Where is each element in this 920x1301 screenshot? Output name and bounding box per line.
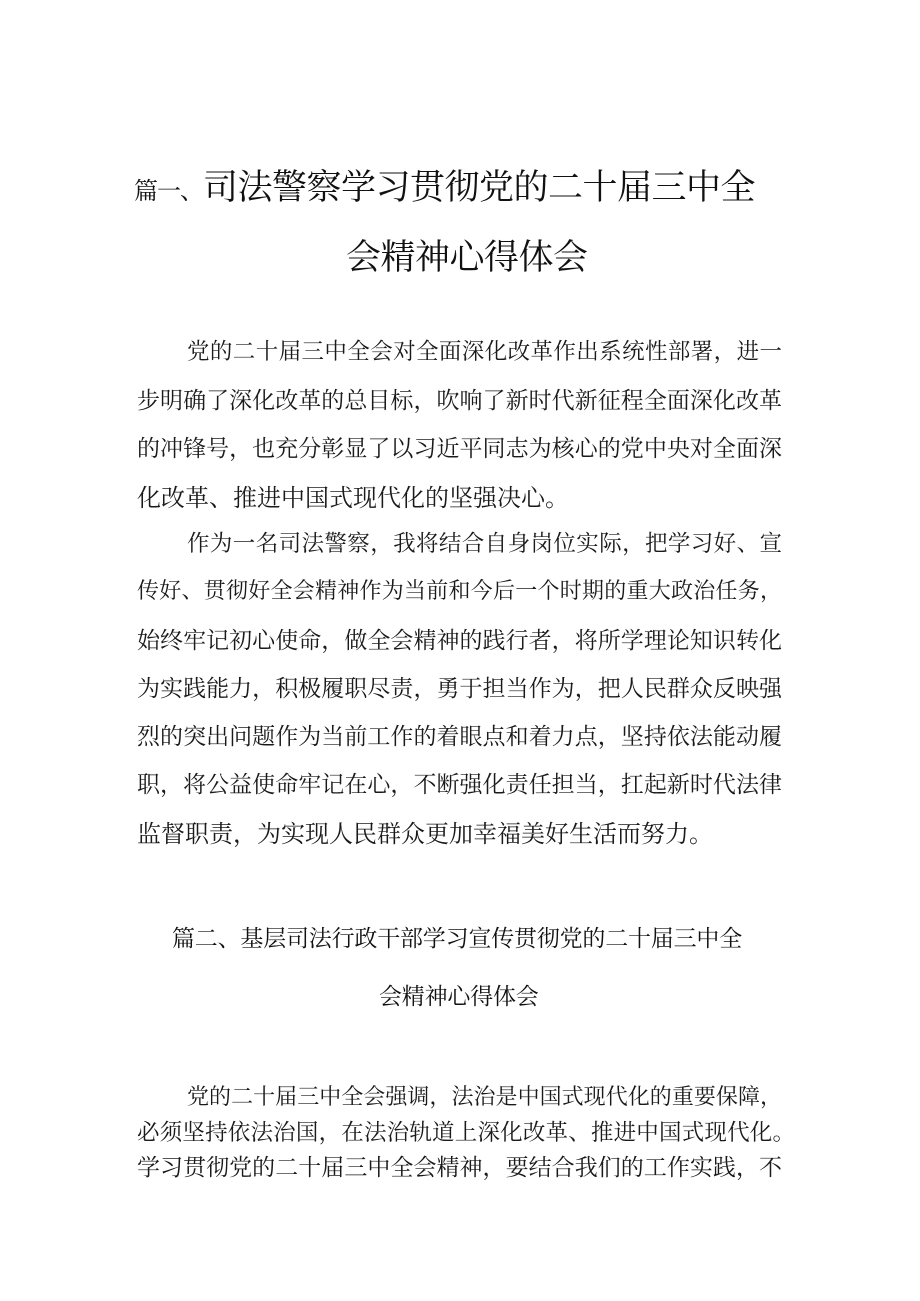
s1p2-line4: 为实践能力，积极履职尽责，勇于担当作为，把人民群众反映强 bbox=[137, 676, 782, 702]
section1-title-line1 bbox=[134, 160, 755, 210]
s1p2-line3: 始终牢记初心使命，做全会精神的践行者，将所学理论知识转化 bbox=[137, 628, 782, 654]
section1-title-text: 司法警察学习贯彻党的二十届三中全 bbox=[203, 168, 756, 208]
s1p2-line2: 传好、贯彻好全会精神作为当前和今后一个时期的重大政治任务， bbox=[137, 579, 782, 604]
s2p1-line1: 党的二十届三中全会强调，法治是中国式现代化的重要保障， bbox=[187, 1085, 782, 1110]
s2p1-line3: 学习贯彻党的二十届三中全会精神，要结合我们的工作实践，不 bbox=[137, 1155, 782, 1181]
s1p1-line1: 党的二十届三中全会对全面深化改革作出系统性部署，进一 bbox=[187, 339, 782, 365]
section1-title-prefix: 篇一、 bbox=[134, 177, 203, 205]
s2p1-line2: 必须坚持依法治国，在法治轨道上深化改革、推进中国式现代化。 bbox=[137, 1120, 795, 1146]
s1p1-line3: 的冲锋号，也充分彰显了以习近平同志为核心的党中央对全面深 bbox=[137, 436, 782, 462]
section1-title-line2: 会精神心得体会 bbox=[346, 238, 588, 278]
section2-title-line1: 篇二、基层司法行政干部学习宣传贯彻党的二十届三中全 bbox=[172, 926, 743, 952]
s1p1-line2: 步明确了深化改革的总目标，吹响了新时代新征程全面深化改革 bbox=[137, 388, 782, 414]
s1p2-line1: 作为一名司法警察，我将结合自身岗位实际，把学习好、宣 bbox=[187, 531, 782, 557]
s1p2-line5: 烈的突出问题作为当前工作的着眼点和着力点，坚持依法能动履 bbox=[137, 724, 782, 750]
s1p2-line6: 职，将公益使命牢记在心，不断强化责任担当，扛起新时代法律 bbox=[137, 772, 782, 798]
section2-title-line2: 会精神心得体会 bbox=[379, 984, 539, 1010]
s1p1-line4: 化改革、推进中国式现代化的坚强决心。 bbox=[137, 484, 569, 512]
s1p2-line7: 监督职责，为实现人民群众更加幸福美好生活而努力。 bbox=[137, 820, 713, 848]
